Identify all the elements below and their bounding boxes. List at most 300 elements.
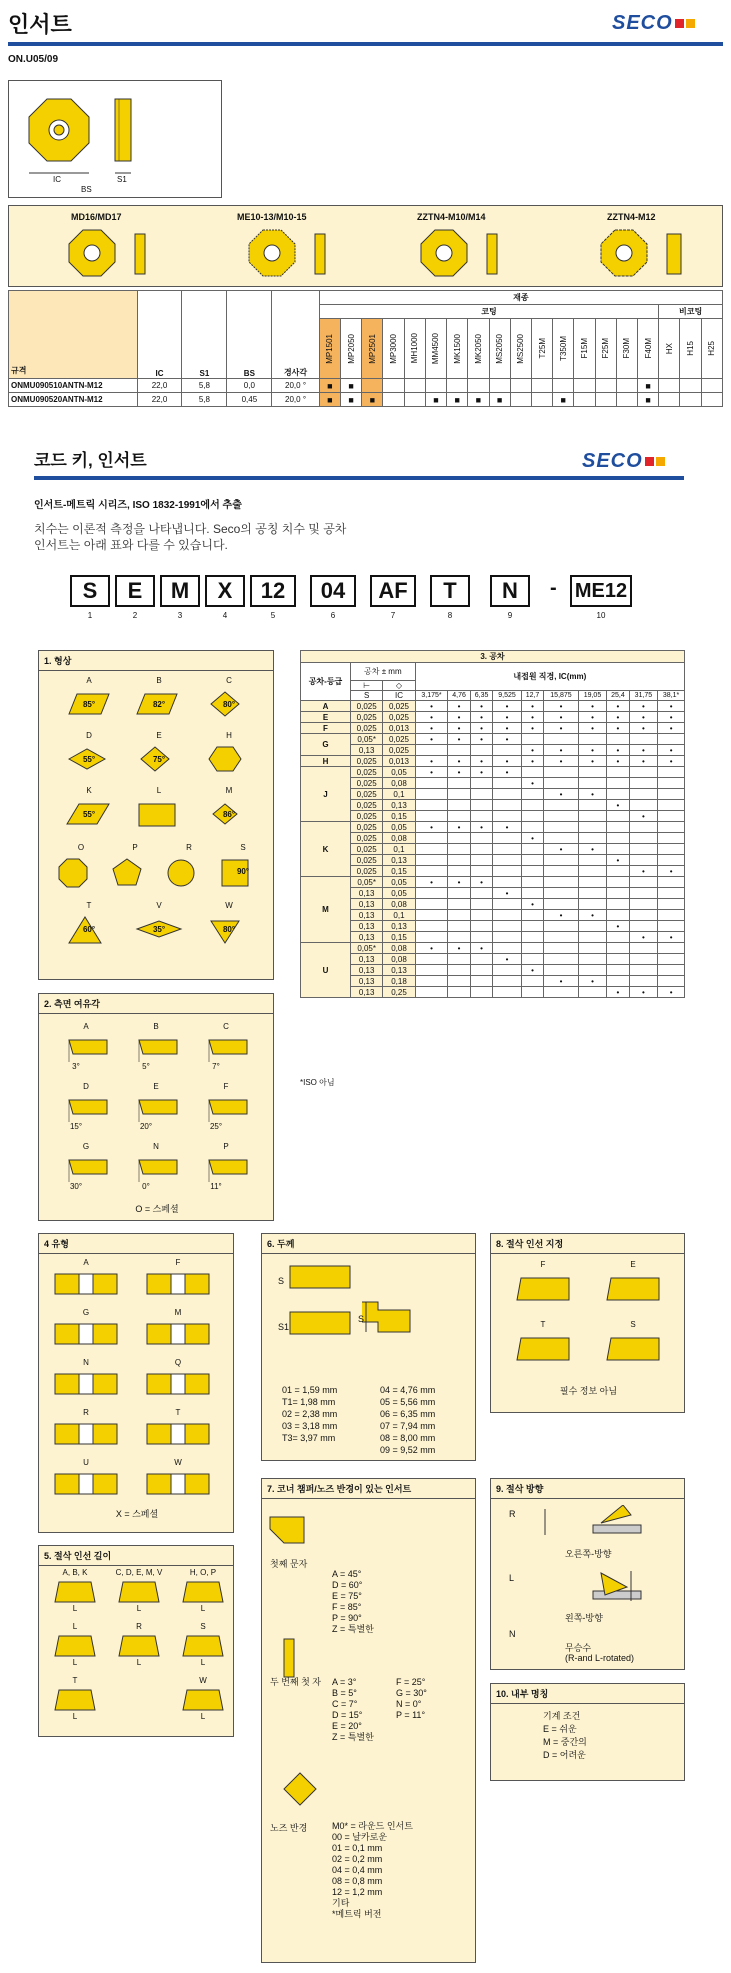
code-number: 6 xyxy=(330,611,336,620)
edge-t-icon xyxy=(513,1334,573,1364)
code-number: 9 xyxy=(507,611,513,620)
tol-cell: • xyxy=(470,734,492,745)
type-letter: W xyxy=(174,1458,182,1467)
tol-cell xyxy=(493,899,521,910)
shape-letter: L xyxy=(156,786,162,795)
grade-header xyxy=(425,319,446,379)
tol-row xyxy=(301,778,685,789)
tol-row xyxy=(301,932,685,943)
tol-row xyxy=(301,800,685,811)
tol-cell xyxy=(415,910,448,921)
thickness-value: 02 = 2,38 mm xyxy=(282,1409,338,1419)
shape-letter: E xyxy=(156,731,162,740)
tol-cell xyxy=(578,833,606,844)
tol-ic-value: 0,25 xyxy=(383,987,415,998)
tol-cell xyxy=(493,987,521,998)
tol-cell xyxy=(521,987,543,998)
grade-cell xyxy=(447,379,468,393)
tol-cell: • xyxy=(629,723,657,734)
internal-line: E = 쉬운 xyxy=(543,1724,577,1734)
tol-cell: • xyxy=(415,756,448,767)
tol-cell xyxy=(578,921,606,932)
tol-cell: • xyxy=(578,976,606,987)
direction-drawings xyxy=(531,1505,681,1635)
thickness-value: 03 = 3,18 mm xyxy=(282,1421,338,1431)
holder-name: ZZTN4-M12 xyxy=(607,212,656,222)
shape-letter: A xyxy=(86,676,92,685)
table-row xyxy=(9,393,723,407)
first-letter-value: P = 90° xyxy=(332,1613,362,1623)
first-letter-value: F = 85° xyxy=(332,1602,362,1612)
nose-radius-value: 기타 xyxy=(332,1898,350,1908)
first-letter-value: E = 75° xyxy=(332,1591,362,1601)
nose-radius-value: 01 = 0,1 mm xyxy=(332,1843,383,1853)
tol-cell xyxy=(521,921,543,932)
second-letter-value: P = 11° xyxy=(396,1710,426,1720)
grade-header xyxy=(319,319,340,379)
shape-angle: 75° xyxy=(152,755,166,764)
clearance-panel xyxy=(38,993,274,1221)
tol-cell xyxy=(607,877,629,888)
tol-cell xyxy=(629,767,657,778)
tol-cell xyxy=(521,877,543,888)
tol-cell: • xyxy=(493,954,521,965)
tol-cell xyxy=(544,866,578,877)
nose-radius-value: *메트릭 버전 xyxy=(332,1909,382,1919)
tol-cell xyxy=(470,833,492,844)
tol-cell: • xyxy=(415,712,448,723)
tol-class: J xyxy=(301,767,351,822)
tol-cell xyxy=(493,745,521,756)
edge-length-group: S xyxy=(200,1622,206,1631)
type-panel xyxy=(38,1233,234,1533)
code-box: T xyxy=(430,575,470,607)
spec-cell: ONMU090520ANTN-M12 xyxy=(9,393,138,407)
grade-cell xyxy=(701,393,722,407)
tol-cell xyxy=(629,921,657,932)
shape-angle: 55° xyxy=(82,755,96,764)
group-coated: 코팅 xyxy=(319,305,659,319)
tol-ic-value: 0,013 xyxy=(383,723,415,734)
col-s1: S1 xyxy=(182,291,227,379)
type-n-icon xyxy=(51,1372,121,1396)
panel-title: 1. 형상 xyxy=(39,651,273,671)
tol-cell: • xyxy=(470,767,492,778)
tol-cell: • xyxy=(448,877,470,888)
tol-cell: • xyxy=(521,701,543,712)
tol-row xyxy=(301,833,685,844)
panel-title: 10. 내부 명칭 xyxy=(491,1684,684,1704)
tol-cell xyxy=(544,877,578,888)
tol-cell xyxy=(470,855,492,866)
tol-s-value: 0,13 xyxy=(351,954,383,965)
shape-grid xyxy=(39,671,275,976)
shape-letter: S xyxy=(240,843,246,852)
tol-s-value: 0,05* xyxy=(351,734,383,745)
shape-angle: 85° xyxy=(82,700,96,709)
insert-drawing xyxy=(9,81,223,199)
tol-cell xyxy=(544,943,578,954)
tol-ic-value: 0,05 xyxy=(383,767,415,778)
type-letter: U xyxy=(83,1458,89,1467)
grade-label: MP2501 xyxy=(367,333,377,364)
edge-s-icon xyxy=(603,1334,663,1364)
tol-cell xyxy=(521,767,543,778)
tol-cell xyxy=(448,954,470,965)
tol-cell xyxy=(448,987,470,998)
grade-label: MP3000 xyxy=(389,333,399,364)
ic-cell: 22,0 xyxy=(137,393,182,407)
tol-cell xyxy=(544,888,578,899)
code-number: 8 xyxy=(447,611,453,620)
tol-cell: • xyxy=(629,811,657,822)
tol-cell: • xyxy=(578,701,606,712)
panel-title: 5. 절삭 인선 길이 xyxy=(39,1546,233,1566)
type-letter: F xyxy=(175,1258,181,1267)
clearance-letter: C xyxy=(223,1022,229,1031)
tol-cell: • xyxy=(607,756,629,767)
tol-s-value: 0,13 xyxy=(351,745,383,756)
tol-cell xyxy=(521,976,543,987)
shape-angle: 55° xyxy=(82,810,96,819)
code-box: M xyxy=(160,575,200,607)
tol-cell: • xyxy=(578,745,606,756)
second-letter-values xyxy=(332,1677,374,1743)
seco-logo: SECO xyxy=(582,450,665,473)
tol-cell xyxy=(658,899,685,910)
grade-cell xyxy=(616,379,637,393)
grade-cell: ■ xyxy=(319,393,340,407)
tol-cell xyxy=(607,833,629,844)
edge-length-l: L xyxy=(136,1604,142,1613)
spec-table-wrap xyxy=(8,290,723,407)
tol-cell: • xyxy=(629,932,657,943)
tol-s-value: 0,025 xyxy=(351,866,383,877)
tol-cell xyxy=(658,954,685,965)
tol-row xyxy=(301,910,685,921)
tol-cell: • xyxy=(578,712,606,723)
spec-table xyxy=(8,290,723,407)
tol-row xyxy=(301,987,685,998)
clearance-angle: 20° xyxy=(139,1122,153,1131)
edge-length-group: R xyxy=(136,1622,142,1631)
thickness-value: T1= 1,98 mm xyxy=(282,1397,336,1407)
thickness-left xyxy=(282,1384,337,1444)
tol-cell xyxy=(415,789,448,800)
panel-title: 8. 절삭 인선 지정 xyxy=(491,1234,684,1254)
code-strip xyxy=(0,575,731,625)
tol-cell xyxy=(658,921,685,932)
s-label: S xyxy=(358,1314,365,1324)
diameter-header: 19,05 xyxy=(578,691,606,701)
tol-cell: • xyxy=(448,756,470,767)
tol-cell xyxy=(493,976,521,987)
s1-label: S1 xyxy=(278,1322,290,1332)
grade-header xyxy=(404,319,425,379)
internal-line: M = 중간의 xyxy=(543,1737,587,1747)
code-number: 2 xyxy=(132,611,138,620)
edge-letter: S xyxy=(630,1320,636,1329)
bs-label: BS xyxy=(81,185,92,194)
tol-cell xyxy=(448,965,470,976)
tol-cell xyxy=(470,745,492,756)
shape-letter: K xyxy=(86,786,92,795)
tol-cell xyxy=(607,844,629,855)
spec-cell: ONMU090510ANTN-M12 xyxy=(9,379,138,393)
thickness-value: 08 = 8,00 mm xyxy=(380,1433,436,1443)
tol-cell xyxy=(629,888,657,899)
code-key-subtitle: 인서트-메트릭 시리즈, ISO 1832-1991에서 추출 xyxy=(34,500,242,511)
tol-cell xyxy=(521,844,543,855)
grade-cell xyxy=(574,393,595,407)
grade-cell xyxy=(510,393,531,407)
tol-cell xyxy=(544,855,578,866)
tol-cell xyxy=(607,778,629,789)
diameter-header: 25,4 xyxy=(607,691,629,701)
s1-label: S1 xyxy=(117,175,127,184)
group-uncoated: 비코팅 xyxy=(659,305,723,319)
tol-cell xyxy=(607,943,629,954)
code-number: 4 xyxy=(222,611,228,620)
tol-cell xyxy=(629,976,657,987)
grade-header xyxy=(553,319,574,379)
tol-ic-value: 0,08 xyxy=(383,833,415,844)
dir-l-text: 왼쪽-방향 xyxy=(565,1613,603,1623)
holder-name: MD16/MD17 xyxy=(71,212,122,222)
grade-header xyxy=(489,319,510,379)
tol-cell xyxy=(607,866,629,877)
tol-cell xyxy=(493,965,521,976)
s1-cell: 5,8 xyxy=(182,379,227,393)
tol-s-value: 0,025 xyxy=(351,712,383,723)
internal-panel xyxy=(490,1683,685,1781)
edge-length-group: L xyxy=(72,1622,78,1631)
tol-cell xyxy=(658,767,685,778)
type-a-icon xyxy=(51,1272,121,1296)
tol-ic-value: 0,013 xyxy=(383,756,415,767)
grade-header xyxy=(340,319,361,379)
tol-ic-value: 0,13 xyxy=(383,965,415,976)
tol-cell xyxy=(544,932,578,943)
type-letter: Q xyxy=(174,1358,182,1367)
tol-row xyxy=(301,767,685,778)
tol-cell xyxy=(629,778,657,789)
tolerance-table xyxy=(300,650,685,998)
tol-cell xyxy=(493,943,521,954)
tol-ic-value: 0,1 xyxy=(383,789,415,800)
tol-row xyxy=(301,921,685,932)
shape-angle: 80° xyxy=(222,925,236,934)
code-box: X xyxy=(205,575,245,607)
tol-cell: • xyxy=(521,756,543,767)
tol-cell xyxy=(493,778,521,789)
tol-s-value: 0,025 xyxy=(351,789,383,800)
s1-cell: 5,8 xyxy=(182,393,227,407)
thickness-panel xyxy=(261,1233,476,1461)
type-letter: R xyxy=(83,1408,89,1417)
tol-cell xyxy=(658,844,685,855)
grade-header xyxy=(574,319,595,379)
edge-length-l: L xyxy=(136,1658,142,1667)
shape-angle: 90° xyxy=(236,867,250,876)
tol-cell: • xyxy=(544,712,578,723)
col-bs: BS xyxy=(227,291,272,379)
tol-cell: • xyxy=(629,712,657,723)
edge-length-group: C, D, E, M, V xyxy=(115,1568,163,1577)
tol-cell xyxy=(544,899,578,910)
type-r-icon xyxy=(51,1422,121,1446)
grade-header xyxy=(468,319,489,379)
tol-cell xyxy=(607,811,629,822)
dir-r-text: 오른쪽-방향 xyxy=(565,1549,612,1559)
clearance-angle: 5° xyxy=(142,1062,150,1071)
grade-header xyxy=(701,319,722,379)
tol-cell xyxy=(607,789,629,800)
tol-row xyxy=(301,701,685,712)
tol-cell: • xyxy=(493,756,521,767)
tol-cell xyxy=(544,987,578,998)
tol-cell xyxy=(544,921,578,932)
tol-cell xyxy=(578,943,606,954)
tol-row xyxy=(301,855,685,866)
tol-row xyxy=(301,822,685,833)
code-number: 10 xyxy=(596,611,606,620)
diameter-header: 4,76 xyxy=(448,691,470,701)
tol-cell xyxy=(493,932,521,943)
dir-l-code: L xyxy=(509,1573,515,1583)
tol-cell: • xyxy=(493,822,521,833)
tol-cell xyxy=(629,789,657,800)
holder-name: ZZTN4-M10/M14 xyxy=(417,212,486,222)
diameter-header: 12,7 xyxy=(521,691,543,701)
tol-cell xyxy=(544,800,578,811)
shape-letter: W xyxy=(225,901,233,910)
grade-label: MM4500 xyxy=(431,332,441,365)
grade-cell: ■ xyxy=(468,393,489,407)
tol-row xyxy=(301,899,685,910)
tol-cell: • xyxy=(493,888,521,899)
s-icon: ⊢ xyxy=(351,681,383,691)
tol-cell xyxy=(470,932,492,943)
code-number: 1 xyxy=(87,611,93,620)
tol-class: G xyxy=(301,734,351,756)
code-box: ME12 xyxy=(570,575,632,607)
type-letter: G xyxy=(82,1308,90,1317)
grade-cell: ■ xyxy=(425,393,446,407)
code-key-title: 코드 키, 인서트 xyxy=(34,451,147,470)
tol-ic-value: 0,1 xyxy=(383,844,415,855)
tol-cell xyxy=(578,932,606,943)
grade-cell xyxy=(383,393,404,407)
tol-ic-value: 0,13 xyxy=(383,800,415,811)
tol-cell: • xyxy=(578,910,606,921)
holders-strip xyxy=(8,205,723,287)
tolerance-note: *ISO 아님 xyxy=(300,1078,335,1087)
grade-cell xyxy=(574,379,595,393)
tol-cell xyxy=(470,888,492,899)
grade-header xyxy=(383,319,404,379)
clearance-angle: 3° xyxy=(72,1062,80,1071)
tol-cell xyxy=(470,899,492,910)
tol-cell xyxy=(578,811,606,822)
tol-cell xyxy=(493,811,521,822)
tol-cell xyxy=(658,855,685,866)
tol-cell xyxy=(629,943,657,954)
tol-cell: • xyxy=(493,701,521,712)
type-m-icon xyxy=(143,1322,213,1346)
edge-length-l: L xyxy=(72,1604,78,1613)
tol-cell xyxy=(415,811,448,822)
tol-cell: • xyxy=(607,987,629,998)
tol-cell xyxy=(578,954,606,965)
tol-cell: • xyxy=(658,712,685,723)
grade-cell: ■ xyxy=(553,393,574,407)
edge-length-l: L xyxy=(72,1712,78,1721)
clearance-angle: 30° xyxy=(69,1182,83,1191)
tol-cell: • xyxy=(415,877,448,888)
clearance-grid xyxy=(39,1014,275,1199)
thickness-value: 06 = 6,35 mm xyxy=(380,1409,436,1419)
edge-grid xyxy=(491,1254,686,1374)
tol-cell xyxy=(521,800,543,811)
tol-cell: • xyxy=(544,723,578,734)
nose-radius-value: 08 = 0,8 mm xyxy=(332,1876,383,1886)
tol-cell xyxy=(415,899,448,910)
tol-s-value: 0,13 xyxy=(351,965,383,976)
shape-letter: V xyxy=(156,901,162,910)
tol-cell xyxy=(521,734,543,745)
type-letter: T xyxy=(175,1408,181,1417)
second-letter-value: A = 3° xyxy=(332,1677,357,1687)
tol-cell xyxy=(521,910,543,921)
grade-cell xyxy=(404,393,425,407)
tol-cell: • xyxy=(448,723,470,734)
edge-length-l: L xyxy=(200,1658,206,1667)
clearance-letter: D xyxy=(83,1082,89,1091)
grade-cell xyxy=(362,379,383,393)
tol-cell xyxy=(658,800,685,811)
col-ic: IC xyxy=(137,291,182,379)
type-g-icon xyxy=(51,1322,121,1346)
tol-row xyxy=(301,965,685,976)
tol-class: H xyxy=(301,756,351,767)
tol-cell xyxy=(415,844,448,855)
insert-drawing-box xyxy=(8,80,222,198)
type-letter: A xyxy=(83,1258,89,1267)
code-key-rule xyxy=(34,476,684,480)
tol-cell: • xyxy=(415,701,448,712)
tol-cell: • xyxy=(415,723,448,734)
code-dash: - xyxy=(550,577,557,599)
tol-row xyxy=(301,888,685,899)
tol-ic-value: 0,1 xyxy=(383,910,415,921)
edge-length-l: L xyxy=(200,1712,206,1721)
tol-cell: • xyxy=(521,745,543,756)
shape-angle: 60° xyxy=(82,925,96,934)
tol-row xyxy=(301,663,685,681)
tol-ic-value: 0,025 xyxy=(383,734,415,745)
tol-row xyxy=(301,943,685,954)
grade-header xyxy=(595,319,616,379)
tol-cell xyxy=(607,767,629,778)
tol-cell: • xyxy=(658,723,685,734)
tol-cell: • xyxy=(448,822,470,833)
tol-cell xyxy=(629,899,657,910)
grade-cell xyxy=(468,379,489,393)
tol-row xyxy=(301,723,685,734)
tol-row xyxy=(301,866,685,877)
edge-f-icon xyxy=(513,1274,573,1304)
